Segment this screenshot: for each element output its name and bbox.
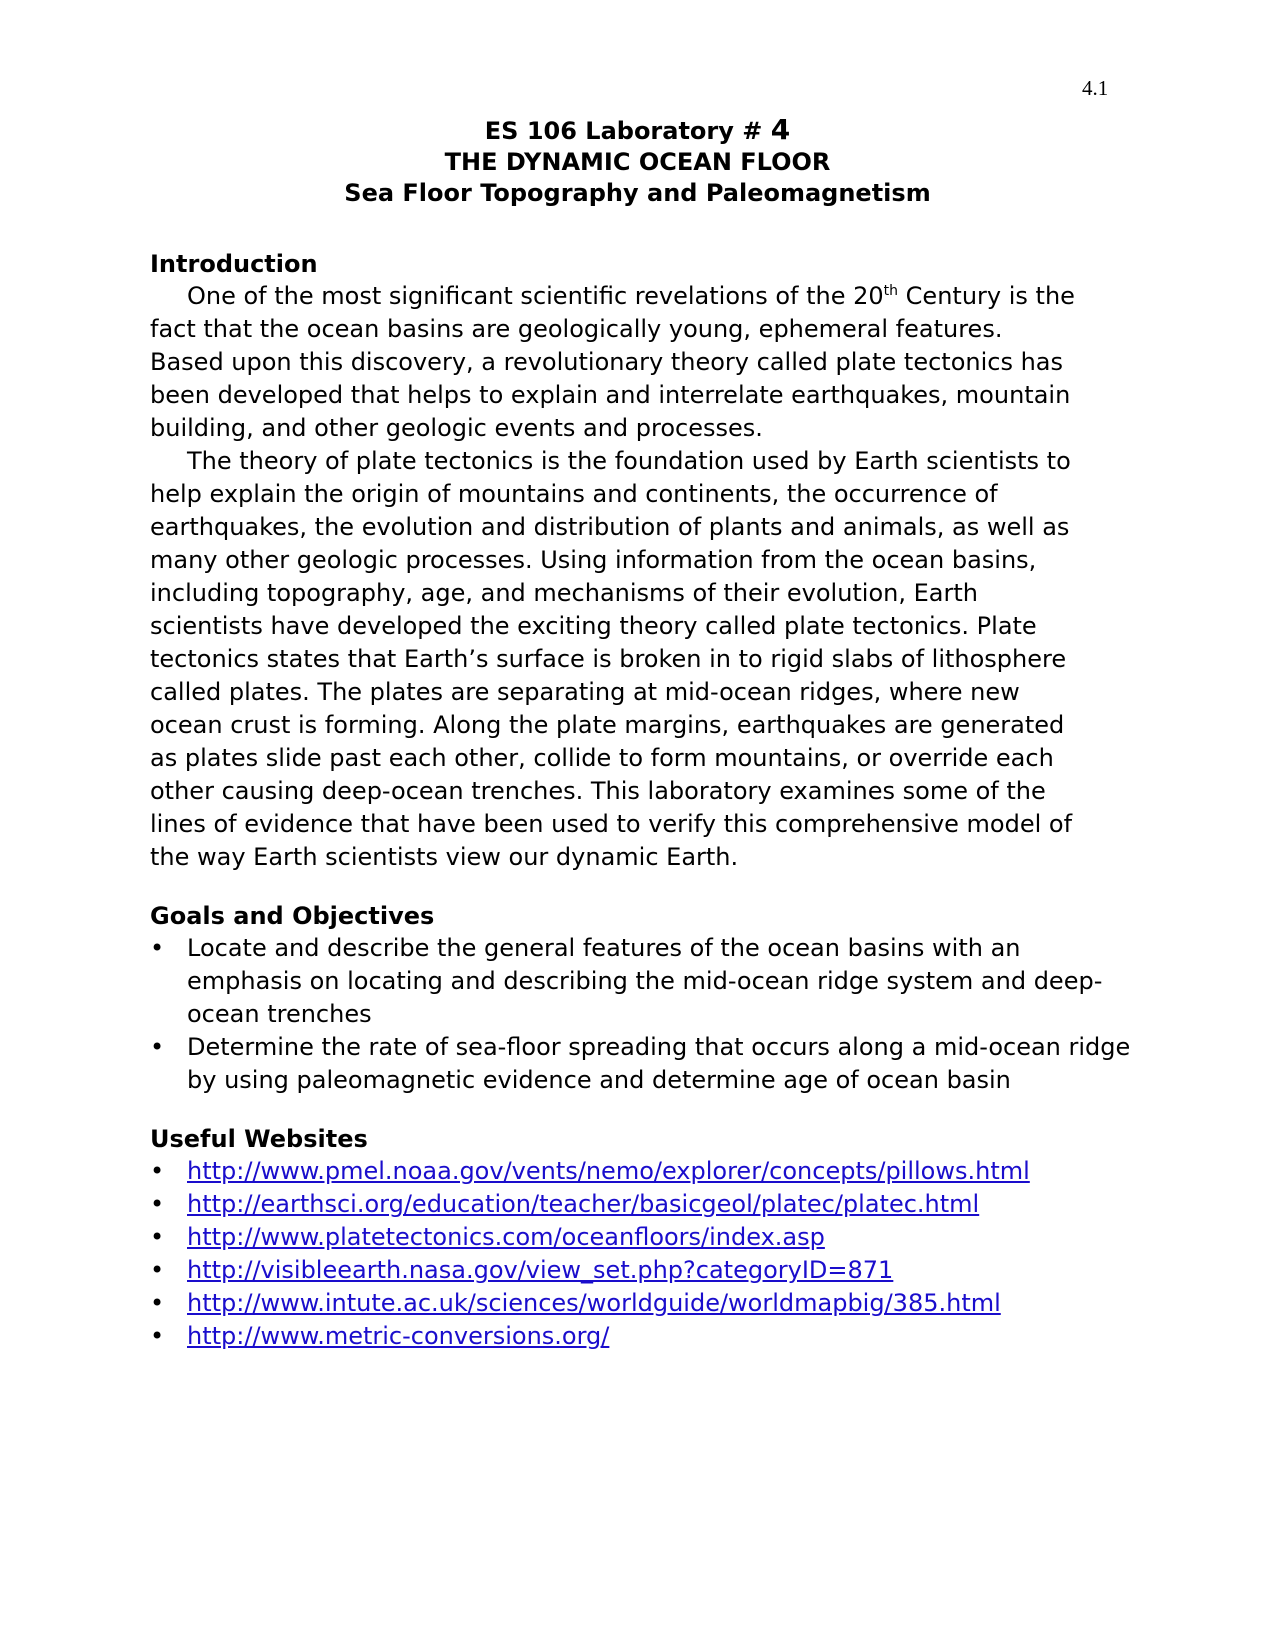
- lab-subtitle: Sea Floor Topography and Paleomagnetism: [344, 179, 931, 207]
- paragraph-line: as plates slide past each other, collide to form mountains, or override each: [150, 744, 1054, 772]
- paragraph-line: Based upon this discovery, a revolutionary theory called plate tectonics has: [150, 348, 1064, 376]
- website-item: [150, 1155, 1135, 1188]
- introduction-paragraph-1: [150, 280, 1135, 445]
- paragraph-line: building, and other geologic events and processes.: [150, 414, 763, 442]
- website-item: [150, 1320, 1135, 1353]
- website-item: [150, 1188, 1135, 1221]
- website-item: [150, 1221, 1135, 1254]
- paragraph-line: the way Earth scientists view our dynamic Earth.: [150, 843, 739, 871]
- paragraph-text: One of the most significant scientific revelations of the 20: [187, 282, 884, 310]
- paragraph-line: fact that the ocean basins are geologically young, ephemeral features.: [150, 315, 1003, 343]
- goal-item: • Locate and describe the general features of the ocean basins with an emphasis on locating and describing the mid-ocean ridge system and deep-ocean trenches: [150, 932, 1135, 1031]
- website-link[interactable]: http://www.platetectonics.com/oceanfloors/index.asp: [187, 1223, 825, 1251]
- websites-list: [150, 1155, 1135, 1353]
- lab-title-prefix: ES 106 Laboratory #: [484, 117, 771, 145]
- paragraph-text: Century is the: [898, 282, 1075, 310]
- main-content: [150, 248, 1135, 1353]
- paragraph-line: [150, 280, 1135, 313]
- website-item: [150, 1287, 1135, 1320]
- paragraph-line: ocean crust is forming. Along the plate margins, earthquakes are generated: [150, 711, 1065, 739]
- paragraph-line: many other geologic processes. Using information from the ocean basins,: [150, 546, 1037, 574]
- goals-heading: Goals and Objectives: [150, 902, 435, 930]
- paragraph-line: been developed that helps to explain and interrelate earthquakes, mountain: [150, 381, 1071, 409]
- paragraph-line: including topography, age, and mechanisms of their evolution, Earth: [150, 579, 978, 607]
- website-link[interactable]: http://www.pmel.noaa.gov/vents/nemo/explorer/concepts/pillows.html: [187, 1157, 1030, 1185]
- introduction-paragraph-2: [150, 445, 1135, 874]
- goal-item: • Determine the rate of sea-floor spreading that occurs along a mid-ocean ridge by using paleomagnetic evidence and determine age of ocean basin: [150, 1031, 1135, 1097]
- paragraph-line: lines of evidence that have been used to verify this comprehensive model of: [150, 810, 1073, 838]
- website-link[interactable]: http://www.intute.ac.uk/sciences/worldguide/worldmapbig/385.html: [187, 1289, 1001, 1317]
- goals-list: [150, 932, 1135, 1097]
- introduction-heading: Introduction: [150, 250, 318, 278]
- website-link[interactable]: http://www.metric-conversions.org/: [187, 1322, 610, 1350]
- superscript-text: th: [883, 283, 899, 299]
- paragraph-line: called plates. The plates are separating at mid-ocean ridges, where new: [150, 678, 1020, 706]
- paragraph-line: other causing deep-ocean trenches. This laboratory examines some of the: [150, 777, 1046, 805]
- paragraph-line: tectonics states that Earth’s surface is broken in to rigid slabs of lithosphere: [150, 645, 1067, 673]
- paragraph-line: help explain the origin of mountains and continents, the occurrence of: [150, 480, 998, 508]
- websites-heading: Useful Websites: [150, 1125, 368, 1153]
- section-spacer: [150, 1097, 1135, 1123]
- lab-title: [0, 114, 1275, 147]
- website-link[interactable]: http://visibleearth.nasa.gov/view_set.php?categoryID=871: [187, 1256, 894, 1284]
- page-number: 4.1: [1082, 76, 1109, 100]
- lab-number: 4: [770, 113, 791, 146]
- website-link[interactable]: http://earthsci.org/education/teacher/basicgeol/platec/platec.html: [187, 1190, 980, 1218]
- section-spacer: [150, 874, 1135, 900]
- lab-main-title: THE DYNAMIC OCEAN FLOOR: [444, 148, 831, 176]
- title-block: [0, 114, 1275, 209]
- paragraph-line: earthquakes, the evolution and distribution of plants and animals, as well as: [150, 513, 1070, 541]
- website-item: [150, 1254, 1135, 1287]
- paragraph-line: scientists have developed the exciting theory called plate tectonics. Plate: [150, 612, 1037, 640]
- paragraph-line: The theory of plate tectonics is the foundation used by Earth scientists to: [187, 447, 1071, 475]
